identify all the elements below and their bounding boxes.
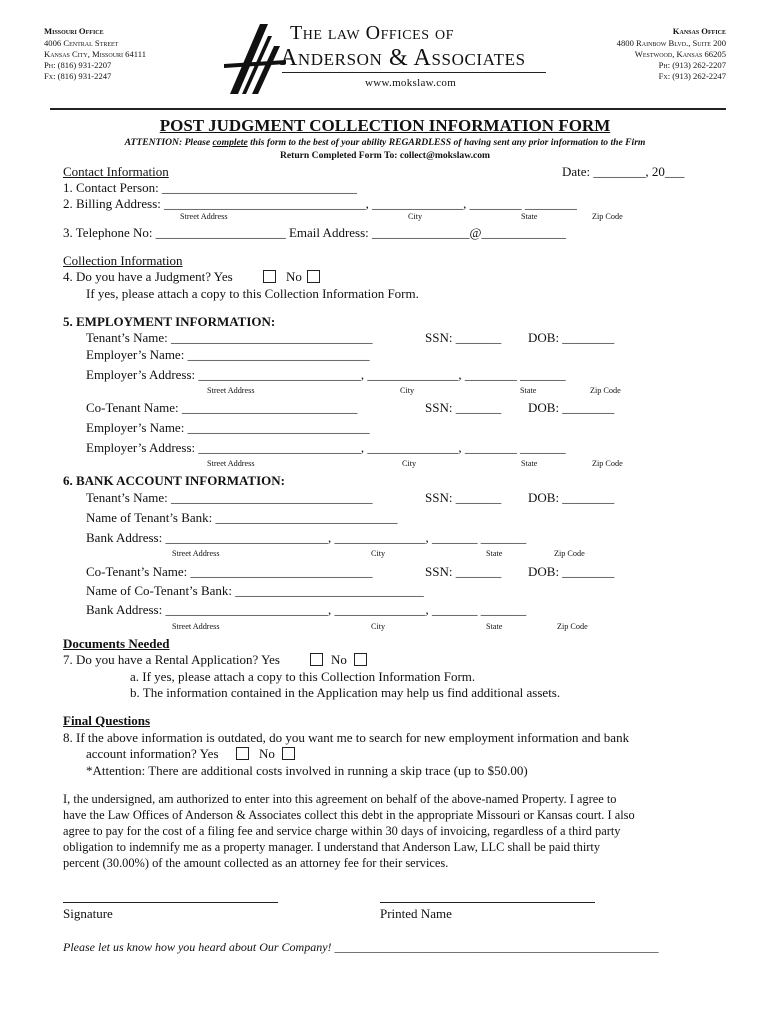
bank-cotenant-name-field[interactable]: Co-Tenant’s Name: ____________________________: [86, 564, 373, 579]
emp-zip-label: Zip Code: [590, 386, 621, 395]
missouri-address-1: 4006 Central Street: [44, 38, 119, 48]
attention-prefix: ATTENTION: Please: [124, 137, 213, 148]
emp2-city-label: City: [402, 459, 417, 468]
bank-heading: 6. BANK ACCOUNT INFORMATION:: [63, 473, 285, 488]
q4-note: If yes, please attach a copy to this Collection Information Form.: [86, 286, 419, 301]
attention-rest: this form to the best of your ability REGARDLESS of having sent any prior information to the Firm: [247, 137, 646, 148]
employer-name-field[interactable]: Employer’s Name: ____________________________: [86, 347, 370, 362]
q4-no-checkbox[interactable]: [307, 270, 320, 283]
bank-cotenant-dob-field[interactable]: DOB: ________: [528, 564, 615, 579]
signature-line[interactable]: [63, 902, 278, 903]
cobank-state-label: State: [486, 622, 503, 631]
cobank-zip-label: Zip Code: [557, 622, 588, 631]
q7-yes-checkbox[interactable]: [310, 653, 323, 666]
firm-website: www.mokslaw.com: [365, 77, 457, 89]
kansas-fax: Fx: (913) 262-2247: [658, 71, 726, 81]
kansas-phone: Ph: (913) 262-2207: [658, 60, 726, 70]
attention-line: [0, 137, 770, 148]
q7-no-checkbox[interactable]: [354, 653, 367, 666]
return-line: Return Completed Form To: collect@mokslaw.com: [279, 150, 491, 161]
tenant-name-field[interactable]: Tenant’s Name: _______________________________: [86, 330, 373, 345]
agreement-line-1: I, the undersigned, am authorized to enter into this agreement on behalf of the above-named Property. I agree to: [63, 792, 617, 806]
billing-zip-label: Zip Code: [592, 212, 623, 221]
signature-label: Signature: [63, 906, 113, 921]
q8-no-label: No: [259, 746, 275, 761]
emp2-zip-label: Zip Code: [592, 459, 623, 468]
cotenant-ssn-field[interactable]: SSN: _______: [425, 400, 502, 415]
page-title-text: POST JUDGMENT COLLECTION INFORMATION FORM: [159, 116, 611, 135]
page-title: [0, 116, 770, 136]
missouri-office-title: Missouri Office: [44, 26, 104, 36]
logo-rule: [282, 72, 546, 73]
agreement-line-4: obligation to indemnify me as a property manager. I understand that Anderson Law, LLC shall be paid thirty: [63, 840, 601, 854]
q7-no-label: No: [331, 652, 347, 667]
q4-yes-checkbox[interactable]: [263, 270, 276, 283]
firm-name-line1: The law Offices of: [290, 22, 454, 44]
skip-trace-attention: *Attention: There are additional costs involved in running a skip trace (up to $50.00): [86, 763, 528, 778]
q8-yes-checkbox[interactable]: [236, 747, 249, 760]
referral-question[interactable]: Please let us know how you heard about Our Company! ______________________________________________________: [63, 940, 659, 954]
cobank-city-label: City: [371, 622, 386, 631]
emp2-street-label: Street Address: [207, 459, 255, 468]
bank-tenant-dob-field[interactable]: DOB: ________: [528, 490, 615, 505]
q7-note-a: a. If yes, please attach a copy to this Collection Information Form.: [130, 669, 476, 684]
emp-state-label: State: [520, 386, 537, 395]
final-heading: Final Questions: [63, 713, 151, 728]
q4-no-label: No: [286, 269, 302, 284]
bank-state-label: State: [486, 549, 503, 558]
missouri-fax: Fx: (816) 931-2247: [44, 71, 112, 81]
employer2-name-field[interactable]: Employer’s Name: ____________________________: [86, 420, 370, 435]
emp2-state-label: State: [521, 459, 538, 468]
attention-complete: complete: [212, 137, 248, 148]
contact-heading: Contact Information: [63, 164, 169, 179]
agreement-line-2: have the Law Offices of Anderson & Associates collect this debt in the appropriate Missouri or Kansas court. I also: [63, 808, 635, 822]
billing-state-label: State: [521, 212, 538, 221]
contact-person-field[interactable]: 1. Contact Person: ______________________________: [63, 180, 357, 195]
agreement-line-3: agree to pay for the cost of a filing fee and service charge within 30 days of invoicing, regardless of a third party: [63, 824, 621, 838]
documents-heading: Documents Needed: [63, 636, 170, 651]
missouri-address-2: Kansas City, Missouri 64111: [44, 49, 147, 59]
q8-text-2: account information? Yes: [86, 746, 219, 761]
bank-city-label: City: [371, 549, 386, 558]
tenant-bank-name-field[interactable]: Name of Tenant’s Bank: ____________________________: [86, 510, 398, 525]
q8-text: 8. If the above information is outdated, do you want me to search for new employment information and bank: [63, 730, 630, 745]
billing-address-field[interactable]: 2. Billing Address: _______________________________, ______________, ________ ________: [63, 196, 577, 211]
collection-heading: Collection Information: [63, 253, 183, 268]
billing-city-label: City: [408, 212, 423, 221]
header-divider: [50, 108, 726, 110]
cotenant-dob-field[interactable]: DOB: ________: [528, 400, 615, 415]
employer2-address-field[interactable]: Employer’s Address: _________________________, ______________, ________ _______: [86, 440, 566, 455]
printed-name-line[interactable]: [380, 902, 595, 903]
cotenant-bank-address-field[interactable]: Bank Address: _________________________, ______________, _______ _______: [86, 602, 527, 617]
employer-address-field[interactable]: Employer’s Address: _________________________, ______________, ________ _______: [86, 367, 566, 382]
bank-tenant-name-field[interactable]: Tenant’s Name: _______________________________: [86, 490, 373, 505]
kansas-address-2: Westwood, Kansas 66205: [634, 49, 726, 59]
tenant-dob-field[interactable]: DOB: ________: [528, 330, 615, 345]
bank-zip-label: Zip Code: [554, 549, 585, 558]
phone-email-field[interactable]: 3. Telephone No: ____________________ Email Address: _______________@_____________: [63, 225, 566, 240]
kansas-office-title: Kansas Office: [672, 26, 726, 36]
bank-cotenant-ssn-field[interactable]: SSN: _______: [425, 564, 502, 579]
bank-tenant-ssn-field[interactable]: SSN: _______: [425, 490, 502, 505]
cotenant-name-field[interactable]: Co-Tenant Name: ___________________________: [86, 400, 358, 415]
q8-no-checkbox[interactable]: [282, 747, 295, 760]
q7-note-b: b. The information contained in the Application may help us find additional assets.: [130, 685, 561, 700]
bank-street-label: Street Address: [172, 549, 220, 558]
agreement-line-5: percent (30.00%) of the amount collected as an attorney fee for their services.: [63, 856, 449, 870]
date-field[interactable]: Date: ________, 20___: [562, 164, 685, 179]
q4-text: 4. Do you have a Judgment? Yes: [63, 269, 233, 284]
tenant-ssn-field[interactable]: SSN: _______: [425, 330, 502, 345]
kansas-address-1: 4800 Rainbow Blvd., Suite 200: [616, 38, 726, 48]
emp-street-label: Street Address: [207, 386, 255, 395]
employment-heading: 5. EMPLOYMENT INFORMATION:: [63, 314, 276, 329]
cotenant-bank-name-field[interactable]: Name of Co-Tenant’s Bank: _____________________________: [86, 583, 424, 598]
printed-name-label: Printed Name: [380, 906, 452, 921]
emp-city-label: City: [400, 386, 415, 395]
billing-street-label: Street Address: [180, 212, 228, 221]
tenant-bank-address-field[interactable]: Bank Address: _________________________, ______________, _______ _______: [86, 530, 527, 545]
missouri-phone: Ph: (816) 931-2207: [44, 60, 112, 70]
firm-name-line2: Anderson & Associates: [280, 45, 526, 71]
cobank-street-label: Street Address: [172, 622, 220, 631]
q7-text: 7. Do you have a Rental Application? Yes: [63, 652, 280, 667]
